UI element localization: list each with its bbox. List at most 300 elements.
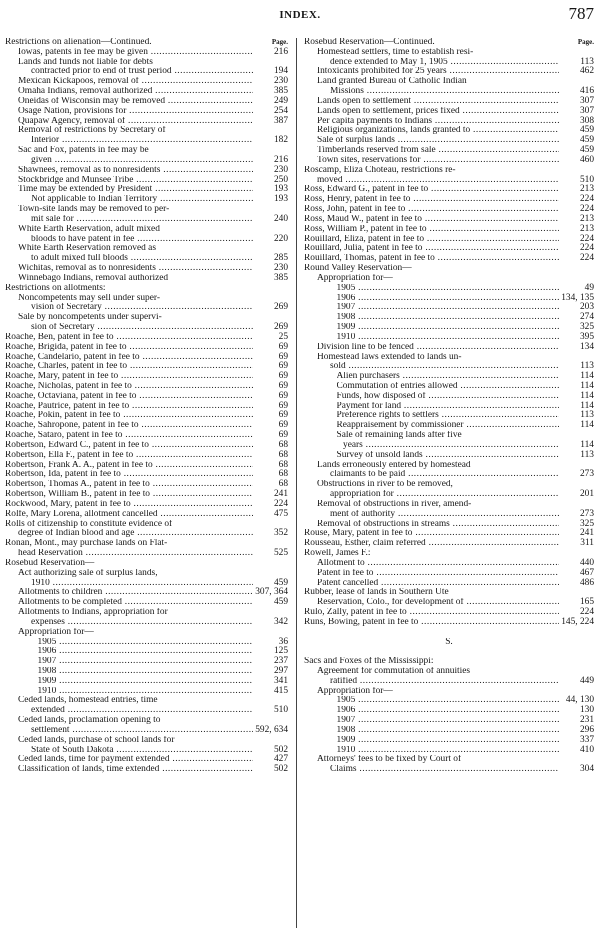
entry-page-number: 459 [579, 135, 594, 146]
entry-text: vision of Secretary ..... [31, 303, 253, 313]
index-entry [304, 510, 594, 520]
entry-page-number: 592, 634 [255, 724, 288, 735]
entry-page-number: 69 [278, 371, 288, 382]
entry-text: 1910 ..... [337, 746, 560, 756]
index-entry [5, 461, 288, 471]
entry-text: Ross, Maud W., patent in fee to ..... [304, 215, 559, 225]
index-entry [304, 411, 594, 421]
entry-page-number: 69 [278, 390, 288, 401]
entry-page-number: 352 [273, 528, 288, 539]
index-entry [304, 726, 594, 736]
entry-text: extended ..... [31, 706, 253, 716]
entry-text: Timberlands reserved from sale ..... [317, 146, 559, 156]
index-entry [5, 392, 288, 402]
entry-text: 1906 ..... [337, 294, 560, 304]
index-entry [304, 696, 594, 706]
entry-text: Classification of lands, time extended ..... [18, 765, 253, 775]
entry-page-number: 231 [579, 715, 594, 726]
entry-page-number: 475 [273, 508, 288, 519]
index-entry [5, 126, 288, 136]
entry-text: Oneidas of Wisconsin may be removed ..... [18, 97, 253, 107]
entry-text: Ronan, Mont., may purchase lands on Flat- [5, 539, 168, 549]
index-entry [5, 539, 288, 549]
entry-text: Allotments to children ..... [18, 588, 253, 598]
entry-text: Roache, Ben, patent in fee to ..... [5, 333, 253, 343]
entry-page-number: 502 [273, 744, 288, 755]
index-entry [304, 67, 594, 77]
entry-page-number: 342 [273, 616, 288, 627]
index-entry [5, 205, 288, 215]
entry-text: Preference rights to settlers ..... [337, 411, 560, 421]
index-entry [304, 284, 594, 294]
index-entry [304, 588, 594, 598]
index-entry [304, 313, 594, 323]
index-entry [304, 235, 594, 245]
entry-text: Sacs and Foxes of the Mississippi: [304, 657, 434, 667]
index-entry [5, 755, 288, 765]
index-entry [5, 608, 288, 618]
entry-text: 1909 ..... [337, 323, 560, 333]
index-entry [304, 38, 594, 48]
index-entry [304, 136, 594, 146]
index-entry [5, 647, 288, 657]
index-entry [5, 313, 288, 323]
entry-page-number: 304 [579, 764, 594, 775]
entry-text: expenses ..... [31, 618, 253, 628]
entry-page-number: 230 [273, 76, 288, 87]
entry-text: Rouse, Mary, patent in fee to ..... [304, 529, 559, 539]
index-entry [304, 146, 594, 156]
entry-text: Rolfe, Mary Lorena, allotment cancelled ..... [5, 510, 253, 520]
entry-text: Roscamp, Eliza Choteau, restrictions re- [304, 165, 456, 175]
index-entry [304, 126, 594, 136]
entry-page-number: 114 [580, 371, 594, 382]
entry-text: Agreement for commutation of annuities [317, 667, 471, 676]
entry-page-number: 114 [580, 439, 594, 450]
entry-page-number: 395 [579, 331, 594, 342]
entry-page-number: 114 [580, 390, 594, 401]
entry-text: Land granted Bureau of Catholic Indian [317, 77, 467, 87]
entry-text: Claims ..... [330, 765, 559, 775]
index-entry [5, 667, 288, 677]
entry-page-number: 134, 135 [561, 292, 594, 303]
index-entry [5, 166, 288, 176]
index-entry [304, 598, 594, 608]
index-entry [5, 264, 288, 274]
entry-text: Town sites, reservations for ..... [317, 156, 559, 166]
index-entry [5, 284, 288, 294]
entry-page-number: 224 [579, 243, 594, 254]
index-entry [304, 470, 594, 480]
entry-text: ment of authority ..... [330, 510, 559, 520]
entry-page-number: 459 [579, 145, 594, 156]
entry-page-number: 182 [273, 135, 288, 146]
entry-text: Rulo, Zally, patent in fee to ..... [304, 608, 559, 618]
entry-page-number: 224 [579, 194, 594, 205]
index-entry [5, 520, 288, 530]
entry-page-number: 130 [579, 705, 594, 716]
index-entry [304, 687, 594, 697]
entry-page-number: 165 [579, 597, 594, 608]
entry-text: Obstructions in river to be removed, [317, 480, 453, 490]
entry-text: Osage Nation, provisions for ..... [18, 107, 253, 117]
entry-text: sold ..... [330, 362, 559, 372]
index-entry [304, 392, 594, 402]
index-entry [304, 156, 594, 166]
entry-text: Round Valley Reservation— [304, 264, 412, 274]
entry-page-number: 415 [273, 685, 288, 696]
entry-text: Shawnees, removal as to nonresidents ..... [18, 166, 253, 176]
index-entry [5, 67, 288, 77]
index-entry [5, 303, 288, 313]
entry-page-number: 69 [278, 430, 288, 441]
entry-text: Reappraisement by commissioner ..... [337, 421, 560, 431]
entry-text: Rolls of citizenship to constitute evidence of [5, 519, 173, 529]
entry-text: ratified ..... [330, 677, 559, 687]
entry-page-number: 269 [273, 302, 288, 313]
entry-text: White Earth Reservation removed as [18, 244, 156, 254]
entry-text: Omaha Indians, removal authorized ..... [18, 87, 253, 97]
index-entry [304, 490, 594, 500]
entry-page-number: 410 [579, 744, 594, 755]
entry-text: Appropriation for— [18, 627, 94, 637]
entry-page-number: 307 [579, 105, 594, 116]
entry-text: Rockwood, Mary, patent in fee to ..... [5, 500, 253, 510]
index-entry [304, 274, 594, 284]
entry-text: appropriation for ..... [330, 490, 559, 500]
index-entry [304, 618, 594, 628]
index-entry [304, 421, 594, 431]
entry-page-number: 224 [273, 498, 288, 509]
entry-page-number: 68 [278, 479, 288, 490]
index-entry [304, 746, 594, 756]
page-header [0, 6, 600, 26]
index-entry [5, 559, 288, 569]
entry-page-number: 459 [273, 577, 288, 588]
entry-text: Roache, Charles, patent in fee to ..... [5, 362, 253, 372]
entry-text: State of South Dakota ..... [31, 746, 253, 756]
entry-page-number: 68 [278, 459, 288, 470]
entry-page-number: 224 [579, 253, 594, 264]
index-entry [304, 244, 594, 254]
entry-text: Sale of remaining lands after five [336, 431, 462, 441]
entry-text: Robertson, Frank A. A., patent in fee to ..... [5, 461, 253, 471]
index-entry [5, 372, 288, 382]
entry-page-number: 502 [273, 764, 288, 775]
entry-text: Lands and funds not liable for debts [18, 57, 153, 67]
entry-text: Intoxicants prohibited for 25 years ..... [317, 67, 559, 77]
entry-text: Rubber, lease of lands in Southern Ute [304, 588, 449, 598]
entry-text: Noncompetents may sell under super- [18, 293, 160, 303]
entry-text: Interior ..... [31, 136, 253, 146]
index-entry [5, 176, 288, 186]
entry-text: Act authorizing sale of surplus lands, [18, 568, 158, 578]
entry-page-number: 230 [273, 164, 288, 175]
entry-text: Patent cancelled ..... [317, 579, 559, 589]
entry-page-number: 201 [579, 489, 594, 500]
entry-page-number: 25 [278, 331, 288, 342]
entry-text: 1910 ..... [31, 579, 253, 589]
entry-text: Restrictions on alienation—Continued. [5, 38, 152, 47]
entry-page-number: 269 [273, 322, 288, 333]
entry-text: 1906 ..... [337, 706, 560, 716]
entry-text: Missions ..... [330, 87, 559, 97]
entry-page-number: 113 [580, 410, 594, 421]
entry-text: Robertson, William B., patent in fee to ..... [5, 490, 253, 500]
index-entry [304, 765, 594, 775]
index-entry [304, 500, 594, 510]
index-entry [5, 48, 288, 58]
index-entry [5, 235, 288, 245]
index-entry [304, 461, 594, 471]
entry-text: Lands open to settlement, prices fixed ..... [317, 107, 559, 117]
index-entry [304, 529, 594, 539]
entry-text: 1907 ..... [38, 657, 254, 667]
index-entry [304, 185, 594, 195]
index-entry [5, 746, 288, 756]
index-entry [5, 598, 288, 608]
entry-text: Removal of obstructions in river, amend- [317, 499, 472, 509]
entry-text: Funds, how disposed of ..... [337, 392, 560, 402]
index-entry [5, 500, 288, 510]
entry-text: Roache, Sahropone, patent in fee to ..... [5, 421, 253, 431]
entry-text: Stockbridge and Munsee Tribe ..... [18, 176, 253, 186]
entry-page-number: 341 [273, 675, 288, 686]
index-entry [5, 343, 288, 353]
index-entry [304, 264, 594, 274]
index-entry [5, 480, 288, 490]
running-title: INDEX. [279, 9, 321, 21]
index-entry [5, 638, 288, 648]
entry-text: Roache, Mary, patent in fee to ..... [5, 372, 253, 382]
entry-text: Roache, Sataro, patent in fee to ..... [5, 431, 253, 441]
entry-text: Robertson, Thomas A., patent in fee to ..... [5, 480, 253, 490]
entry-page-number: 240 [273, 213, 288, 224]
index-entry [304, 579, 594, 589]
index-entry [304, 569, 594, 579]
entry-text: to adult mixed full bloods ..... [31, 254, 253, 264]
index-entry [5, 215, 288, 225]
index-entry [304, 303, 594, 313]
entry-page-number: 325 [579, 518, 594, 529]
index-entry [5, 510, 288, 520]
entry-page-number: 224 [579, 607, 594, 618]
index-entry [304, 333, 594, 343]
entry-text: Patent in fee to ..... [317, 569, 559, 579]
index-entry [304, 451, 594, 461]
index-entry [304, 372, 594, 382]
index-entry [5, 107, 288, 117]
entry-text: mit sale for ..... [31, 215, 253, 225]
entry-page-number: 114 [580, 400, 594, 411]
entry-page-number: 145, 224 [561, 616, 594, 627]
entry-text: Roache, Nicholas, patent in fee to ..... [5, 382, 253, 392]
column-divider [296, 38, 297, 928]
index-entry [5, 588, 288, 598]
page-column-heading: Page. [577, 38, 594, 46]
index-entry [304, 677, 594, 687]
entry-text: White Earth Reservation, adult mixed [18, 224, 160, 234]
entry-text: Rouillard, Eliza, patent in fee to ..... [304, 235, 559, 245]
entry-page-number: 525 [273, 548, 288, 559]
index-entry [5, 470, 288, 480]
entry-page-number: 194 [273, 66, 288, 77]
entry-page-number: 297 [273, 666, 288, 676]
entry-text: Rosebud Reservation— [5, 558, 95, 568]
entry-text: Appropriation for— [317, 273, 393, 283]
entry-page-number: 254 [273, 105, 288, 116]
entry-page-number: 193 [273, 194, 288, 205]
index-entry [5, 687, 288, 697]
index-entry [304, 215, 594, 225]
entry-page-number: 113 [580, 361, 594, 372]
index-entry [5, 726, 288, 736]
entry-text: 1907 ..... [337, 716, 560, 726]
entry-page-number: 449 [579, 675, 594, 686]
entry-page-number: 237 [273, 656, 288, 667]
index-entry [5, 431, 288, 441]
entry-text: Ceded lands, time for payment extended ..... [18, 755, 253, 765]
index-entry [304, 657, 594, 667]
index-entry [5, 549, 288, 559]
index-entry [304, 323, 594, 333]
entry-text: 1908 ..... [337, 726, 560, 736]
index-entry [304, 107, 594, 117]
entry-page-number: 307 [579, 95, 594, 106]
entry-text: Rosebud Reservation—Continued. [304, 38, 435, 47]
entry-page-number: 459 [579, 125, 594, 136]
index-entry [304, 77, 594, 87]
index-entry [5, 421, 288, 431]
index-entry [5, 136, 288, 146]
entry-text: Robertson, Edward C., patent in fee to ..... [5, 441, 253, 451]
index-entry [5, 254, 288, 264]
entry-page-number: 427 [273, 754, 288, 765]
page-column-heading: Page. [271, 38, 288, 46]
entry-text: Allotments to Indians, appropriation for [18, 608, 168, 618]
index-entry [5, 58, 288, 68]
index-entry [304, 539, 594, 549]
entry-text: Commutation of entries allowed ..... [337, 382, 560, 392]
index-entry [5, 353, 288, 363]
entry-page-number: 387 [273, 115, 288, 126]
index-entry [5, 628, 288, 638]
index-entry [5, 402, 288, 412]
entry-text: settlement ..... [31, 726, 253, 736]
index-entry [5, 294, 288, 304]
entry-page-number: 69 [278, 400, 288, 411]
index-entry [5, 156, 288, 166]
entry-text: 1909 ..... [38, 677, 254, 687]
entry-page-number: 274 [579, 312, 594, 323]
entry-text: 1906 ..... [38, 647, 254, 657]
entry-page-number: 311 [580, 538, 594, 549]
entry-text: Lands open to settlement ..... [317, 97, 559, 107]
entry-text: Roache, Candelario, patent in fee to ..... [5, 353, 253, 363]
index-entry [304, 48, 594, 58]
index-entry [304, 58, 594, 68]
entry-text: Rousseau, Esther, claim referred ..... [304, 539, 559, 549]
entry-text: Robertson, Ella F., patent in fee to ..... [5, 451, 253, 461]
entry-text: Robertson, Ida, patent in fee to ..... [5, 470, 253, 480]
entry-text: Runs, Bowing, patent in fee to ..... [304, 618, 559, 628]
entry-text: Alien purchasers ..... [337, 372, 560, 382]
entry-text: Wichitas, removal as to nonresidents ..... [18, 264, 253, 274]
entry-page-number: 230 [273, 263, 288, 274]
index-entry [5, 362, 288, 372]
entry-text: Removal of obstructions in streams ..... [317, 520, 559, 530]
index-entry [304, 382, 594, 392]
entry-text: Ross, Edward G., patent in fee to ..... [304, 185, 559, 195]
entry-page-number: 69 [278, 351, 288, 362]
index-entry [5, 451, 288, 461]
entry-page-number: 134 [579, 341, 594, 352]
entry-text: Homestead settlers, time to establish resi- [317, 47, 474, 57]
entry-text: Ross, Henry, patent in fee to ..... [304, 195, 559, 205]
index-entry [304, 480, 594, 490]
entry-page-number: 462 [579, 66, 594, 77]
entry-text: given ..... [31, 156, 253, 166]
entry-text: Payment for land ..... [337, 402, 560, 412]
entry-page-number: 113 [580, 56, 594, 67]
entry-page-number: 307, 364 [255, 587, 288, 598]
entry-page-number: 69 [278, 361, 288, 372]
entry-page-number: 296 [579, 724, 594, 735]
entry-text: Rouillard, Thomas, patent in fee to ..... [304, 254, 559, 264]
index-entry [5, 736, 288, 746]
index-entry [304, 431, 594, 441]
index-entry [5, 244, 288, 254]
entry-page-number: 44, 130 [565, 695, 594, 706]
page-number: 787 [568, 4, 594, 23]
entry-text: claimants to be paid ..... [330, 470, 559, 480]
entry-text: 1905 ..... [38, 638, 254, 648]
entry-text: bloods to have patent in fee ..... [31, 235, 253, 245]
entry-text: Ceded lands, homestead entries, time [18, 696, 158, 706]
entry-text: Homestead laws extended to lands un- [317, 352, 462, 362]
index-column-right [304, 38, 594, 775]
index-entry [5, 706, 288, 716]
index-entry [304, 736, 594, 746]
index-entry [304, 362, 594, 372]
entry-page-number: 213 [579, 223, 594, 234]
entry-page-number: 69 [278, 410, 288, 421]
entry-text: head Reservation ..... [18, 549, 253, 559]
entry-page-number: 385 [273, 86, 288, 97]
index-entry [304, 294, 594, 304]
entry-page-number: 114 [580, 380, 594, 391]
entry-page-number: 69 [278, 380, 288, 391]
index-entry [304, 628, 594, 638]
entry-page-number: 460 [579, 154, 594, 165]
index-entry [5, 618, 288, 628]
index-entry [304, 441, 594, 451]
entry-text: Ross, William P., patent in fee to ..... [304, 225, 559, 235]
entry-page-number: 486 [579, 577, 594, 588]
index-entry [5, 657, 288, 667]
index-entry [304, 706, 594, 716]
entry-page-number: 69 [278, 341, 288, 352]
entry-page-number: 241 [273, 489, 288, 500]
index-entry [5, 677, 288, 687]
entry-page-number: 273 [579, 469, 594, 480]
index-entry [5, 146, 288, 156]
entry-page-number: 216 [273, 154, 288, 165]
entry-page-number: 193 [273, 184, 288, 195]
index-entry [304, 97, 594, 107]
index-entry [5, 765, 288, 775]
entry-page-number: 241 [579, 528, 594, 539]
